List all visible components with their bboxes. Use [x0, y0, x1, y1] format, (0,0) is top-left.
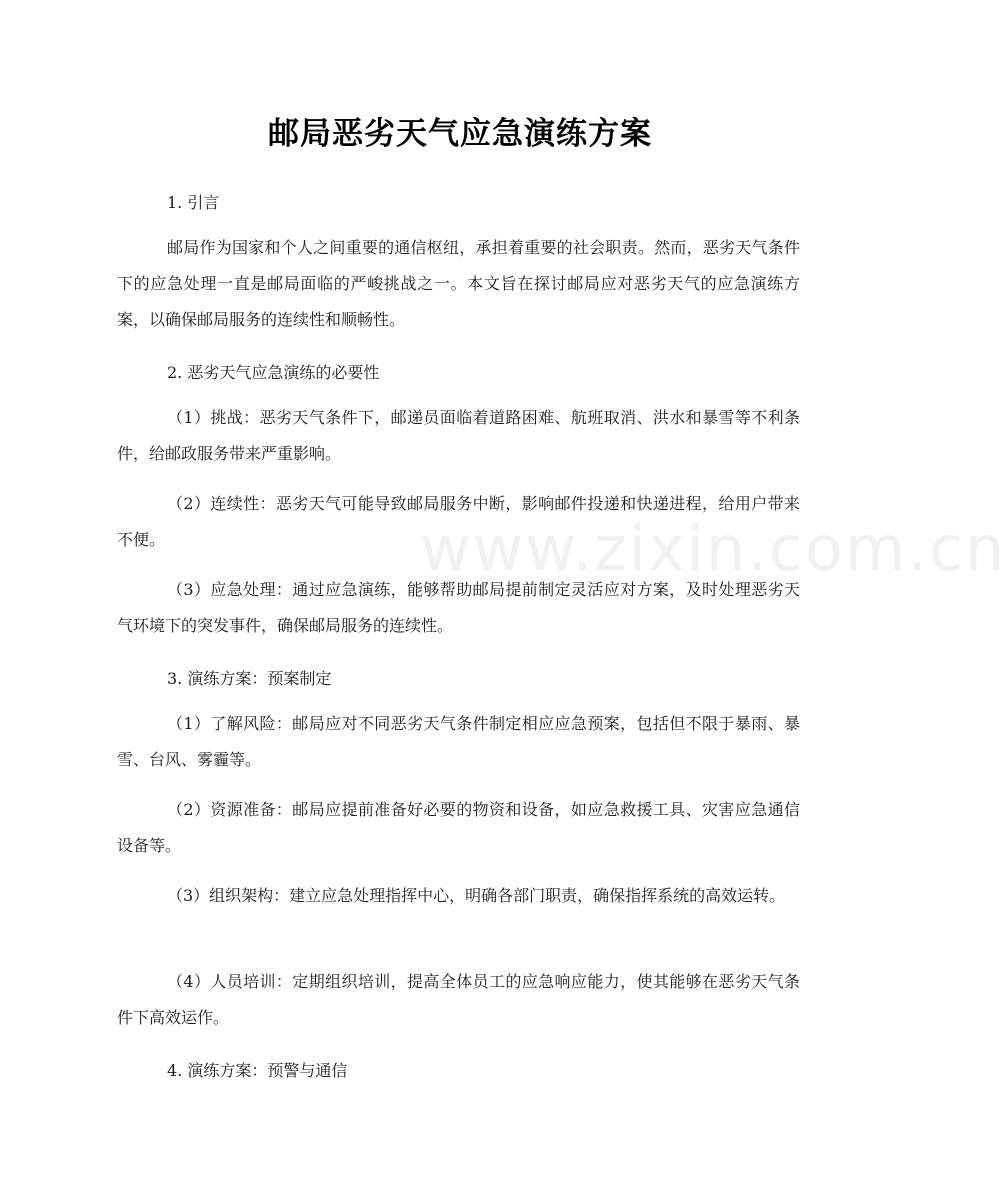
- paragraph-challenge: （1）挑战：恶劣天气条件下，邮递员面临着道路困难、航班取消、洪水和暴雪等不利条件，给邮政服务带来严重影响。: [117, 408, 800, 463]
- paragraph-emergency-handling: （3）应急处理：通过应急演练，能够帮助邮局提前制定灵活应对方案，及时处理恶劣天气环境下的突发事件，确保邮局服务的连续性。: [117, 580, 800, 635]
- section-heading-2: 2. 恶劣天气应急演练的必要性: [167, 363, 380, 382]
- paragraph-training: （4）人员培训：定期组织培训，提高全体员工的应急响应能力，使其能够在恶劣天气条件下高效运作。: [117, 972, 800, 1027]
- paragraph-intro: 邮局作为国家和个人之间重要的通信枢纽，承担着重要的社会职责。然而，恶劣天气条件下的应急处理一直是邮局面临的严峻挑战之一。本文旨在探讨邮局应对恶劣天气的应急演练方案，以确保邮局服务的连续性和顺畅性。: [117, 238, 800, 329]
- section-heading-1: 1. 引言: [167, 193, 220, 212]
- paragraph-continuity: （2）连续性：恶劣天气可能导致邮局服务中断，影响邮件投递和快递进程，给用户带来不便。: [117, 494, 800, 549]
- paragraph-resources: （2）资源准备：邮局应提前准备好必要的物资和设备，如应急救援工具、灾害应急通信设备等。: [117, 800, 800, 855]
- section-heading-4: 4. 演练方案：预警与通信: [167, 1061, 348, 1080]
- paragraph-risk: （1）了解风险：邮局应对不同恶劣天气条件制定相应应急预案，包括但不限于暴雨、暴雪、台风、雾霾等。: [117, 714, 800, 769]
- page-title: 邮局恶劣天气应急演练方案: [268, 116, 652, 152]
- paragraph-organization: （3）组织架构：建立应急处理指挥中心，明确各部门职责，确保指挥系统的高效运转。: [167, 886, 786, 905]
- watermark: www.zixin.com.cn: [420, 512, 1006, 585]
- section-heading-3: 3. 演练方案：预案制定: [167, 669, 332, 688]
